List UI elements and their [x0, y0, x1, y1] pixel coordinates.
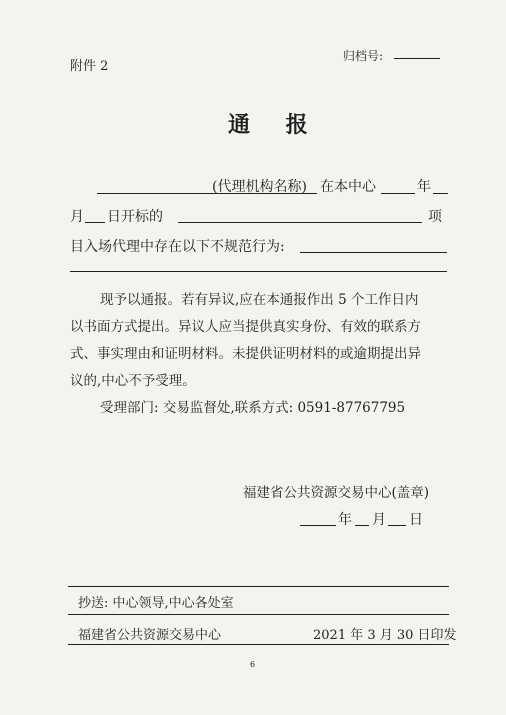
- document-title: 通 报: [228, 112, 322, 138]
- sign-month-blank[interactable]: [355, 525, 369, 526]
- issuer-line: 福建省公共资源交易中心: [78, 628, 222, 643]
- sign-day-blank[interactable]: [388, 525, 406, 526]
- footer-middle-rule: [68, 614, 449, 615]
- behavior-blank-1[interactable]: [300, 252, 447, 253]
- footer-top-rule: [68, 586, 449, 587]
- year-text: 年: [417, 179, 431, 195]
- sign-year-text: 年: [338, 512, 352, 528]
- agency-name-blank[interactable]: [97, 193, 213, 194]
- signature-org: 福建省公共资源交易中心(盖章): [243, 485, 430, 501]
- body-line-2: 以书面方式提出。异议人应当提供真实身份、有效的联系方: [70, 319, 421, 335]
- footer-bottom-rule: [68, 644, 449, 645]
- agency-placeholder: (代理机构名称): [212, 179, 307, 195]
- cc-line: 抄送: 中心领导,中心各处室: [78, 596, 234, 611]
- day-blank[interactable]: [85, 222, 105, 223]
- contact-info: 受理部门: 交易监督处,联系方式: 0591-87767795: [100, 400, 406, 416]
- month-text: 月: [70, 209, 84, 225]
- sign-month-text: 月: [372, 512, 386, 528]
- irregular-behavior-intro: 目入场代理中存在以下不规范行为:: [70, 239, 285, 255]
- attachment-label: 附件 2: [70, 59, 109, 74]
- month-blank[interactable]: [433, 193, 448, 194]
- sign-day-text: 日: [409, 512, 423, 528]
- project-name-blank[interactable]: [178, 222, 422, 223]
- page-number: 6: [250, 660, 256, 669]
- body-line-4: 议的,中心不予受理。: [70, 373, 196, 389]
- sign-year-blank[interactable]: [300, 525, 336, 526]
- body-line-3: 式、事实理由和证明材料。未提供证明材料的或逾期提出异: [70, 346, 421, 362]
- archive-number-label: 归档号:: [343, 49, 384, 63]
- day-opened-text: 日开标的: [107, 209, 163, 225]
- archive-number-blank[interactable]: [394, 58, 440, 59]
- body-line-1: 现予以通报。若有异议,应在本通报作出 5 个工作日内: [100, 292, 419, 308]
- behavior-blank-2[interactable]: [70, 271, 447, 272]
- item-text: 项: [428, 209, 442, 225]
- agency-placeholder-underline: [213, 193, 317, 194]
- year-blank[interactable]: [381, 193, 415, 194]
- in-center-text: 在本中心: [320, 179, 376, 195]
- issue-date: 2021 年 3 月 30 日印发: [313, 628, 457, 643]
